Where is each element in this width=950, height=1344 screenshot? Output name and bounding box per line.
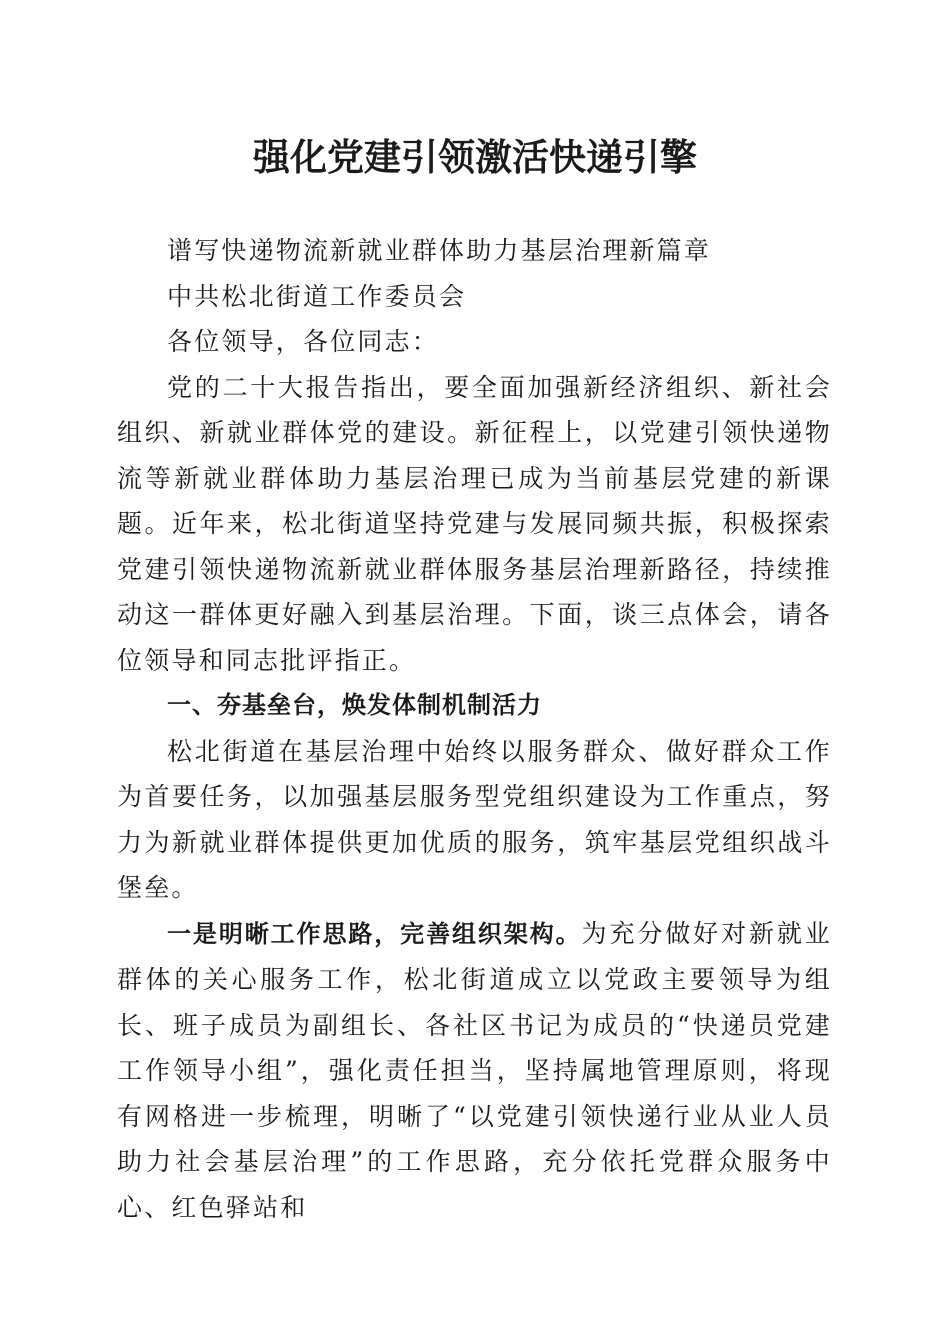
document-subtitle: 谱写快递物流新就业群体助力基层治理新篇章 bbox=[167, 236, 712, 265]
document-title: 强化党建引领激活快递引擎 bbox=[253, 135, 697, 179]
section-heading-1: 一、夯基垒台，焕发体制机制活力 bbox=[167, 691, 542, 719]
issuing-organization: 中共松北街道工作委员会 bbox=[167, 281, 467, 311]
point-1-lead: 一是明晰工作思路，完善组织架构。 bbox=[167, 919, 582, 948]
section-1-paragraph: 松北街道在基层治理中始终以服务群众、做好群众工作为首要任务，以加强基层服务型党组织建设为工作重点，努力为新就业群体提供更加优质的服务，筑牢基层党组织战斗堡垒。 bbox=[117, 736, 832, 902]
point-1-paragraph bbox=[117, 911, 832, 1231]
salutation: 各位领导，各位同志： bbox=[167, 327, 440, 356]
intro-paragraph: 党的二十大报告指出，要全面加强新经济组织、新社会组织、新就业群体党的建设。新征程上，以党建引领快递物流等新就业群体助力基层治理已成为当前基层党建的新课题。近年来，松北街道坚持党建与发展同频共振，积极探索党建引领快递物流新就业群体服务基层治理新路径，持续推动这一群体更好融入到基层治理。下面，谈三点体会，请各位领导和同志批评指正。 bbox=[117, 372, 832, 675]
document-body bbox=[117, 228, 832, 1230]
point-1-text: 为充分做好对新就业群体的关心服务工作，松北街道成立以党政主要领导为组长、班子成员为副组长、各社区书记为成员的“快递员党建工作领导小组”，强化责任担当，坚持属地管理原则，将现有网格进一步梳理，明晰了“以党建引领快递行业从业人员助力社会基层治理”的工作思路，充分依托党群众服务中心、红色驿站和 bbox=[117, 918, 832, 1222]
